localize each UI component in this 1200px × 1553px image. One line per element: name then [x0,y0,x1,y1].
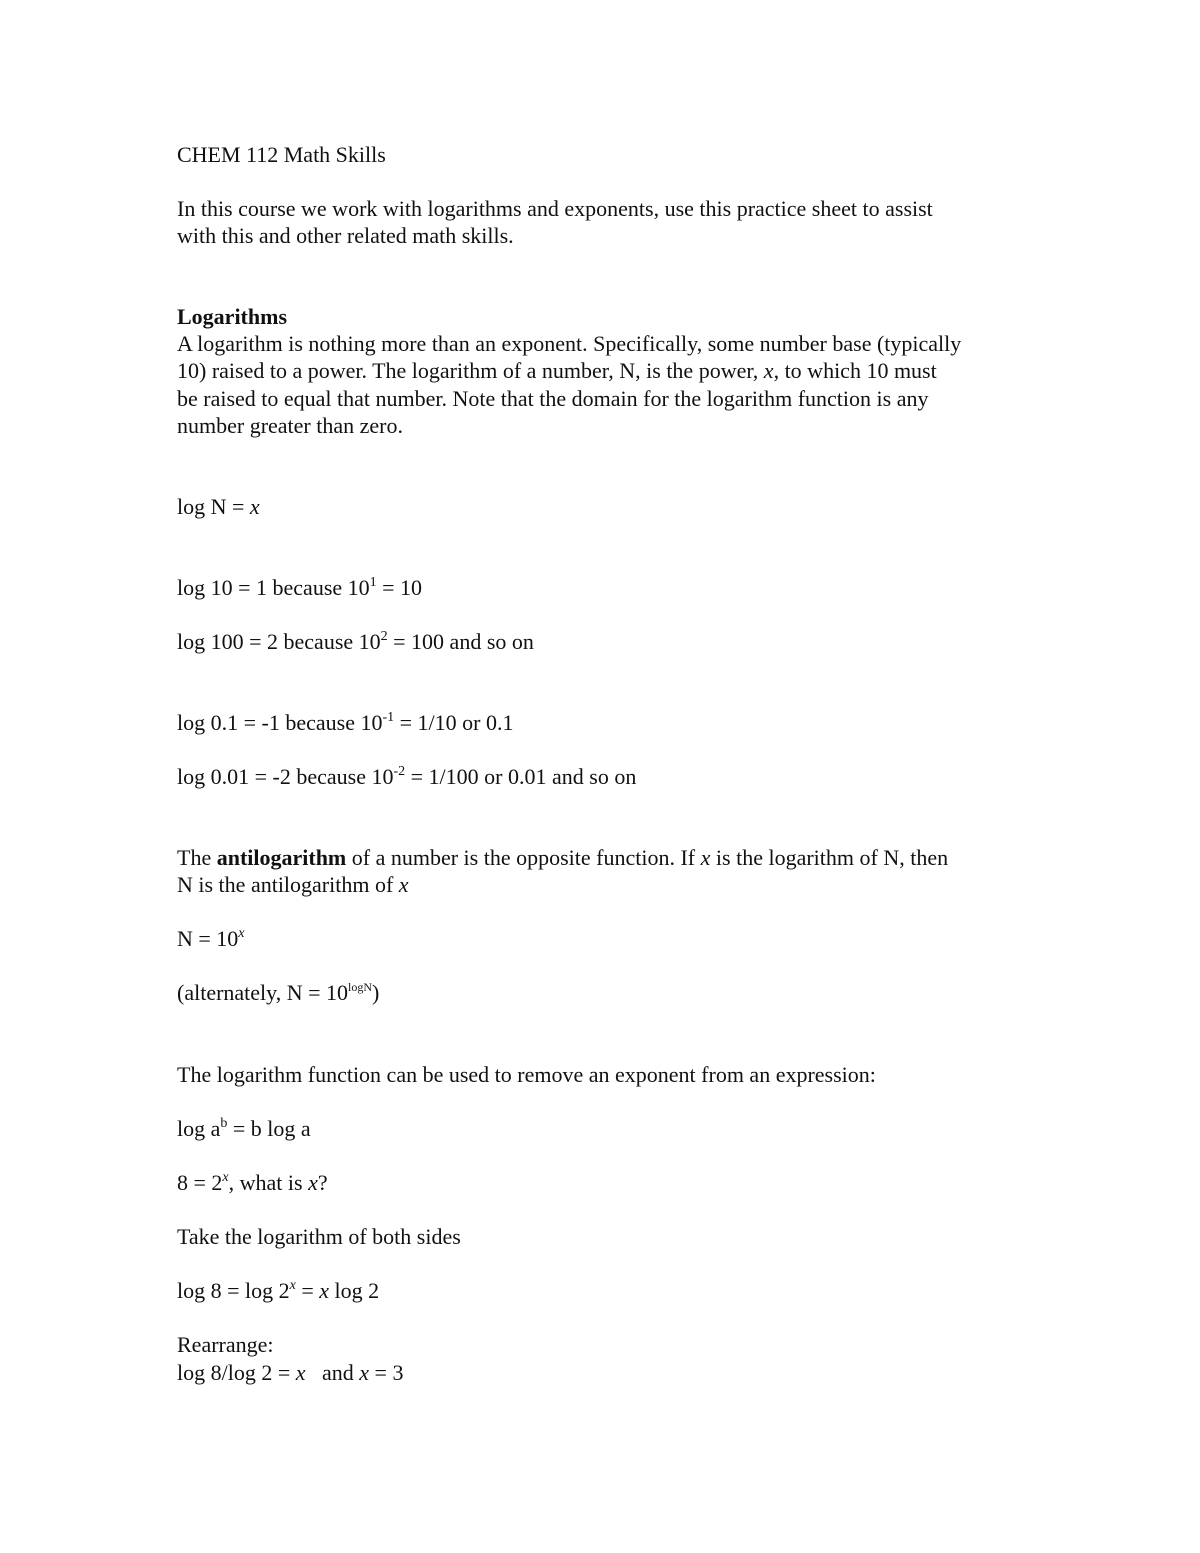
step-rearrange-label: Rearrange: [177,1332,274,1357]
antilog-definition: $N = 10^x$ [177,926,245,951]
logarithms-para-2: 10) raised to a power. The logarithm of a number, N, is the power, x, to which 10 must [177,358,937,383]
log-example-1: log 10 = 1 because $10^1 = 10$ [177,575,423,600]
step-log-equation: $\log 8 = \log 2^x = x$ log 2 [177,1278,380,1303]
antilog-line-1: The antilogarithm of a number is the opposite function. If x is the logarithm of N, then [177,845,949,870]
step-take-log: Take the logarithm of both sides [177,1224,461,1249]
exponent-removal-intro: The logarithm function can be used to remove an exponent from an expression: [177,1062,876,1087]
logarithms-para-1: A logarithm is nothing more than an exponent. Specifically, some number base (typically [177,331,962,356]
intro-line-2: with this and other related math skills. [177,223,514,248]
antilog-alternate: (alternately, $N = 10^{logN}$) [177,980,380,1005]
final-answer: log 8/log 2 = x and x = 3 [177,1360,404,1385]
log-power-rule: $\log a^b = b$ log a [177,1116,311,1141]
page-title: CHEM 112 Math Skills [177,142,386,167]
example-question: $8 = 2^x$, what is x? [177,1170,328,1195]
log-example-2: log 100 = 2 because $10^2 = 100$ and so on [177,629,534,654]
log-example-3: log 0.1 = -1 because $10^{-1} = 1/10$ or 0.1 [177,710,514,735]
logarithms-para-4: number greater than zero. [177,413,403,438]
logarithms-para-3: be raised to equal that number. Note that the domain for the logarithm function is any [177,386,929,411]
intro-line-1: In this course we work with logarithms and exponents, use this practice sheet to assist [177,196,933,221]
logarithms-heading: Logarithms [177,304,287,329]
log-definition: log N = x [177,494,260,519]
antilog-line-2: N is the antilogarithm of x [177,872,409,897]
log-example-4: log 0.01 = -2 because $10^{-2} = 1/100$ or 0.01 and so on [177,764,637,789]
